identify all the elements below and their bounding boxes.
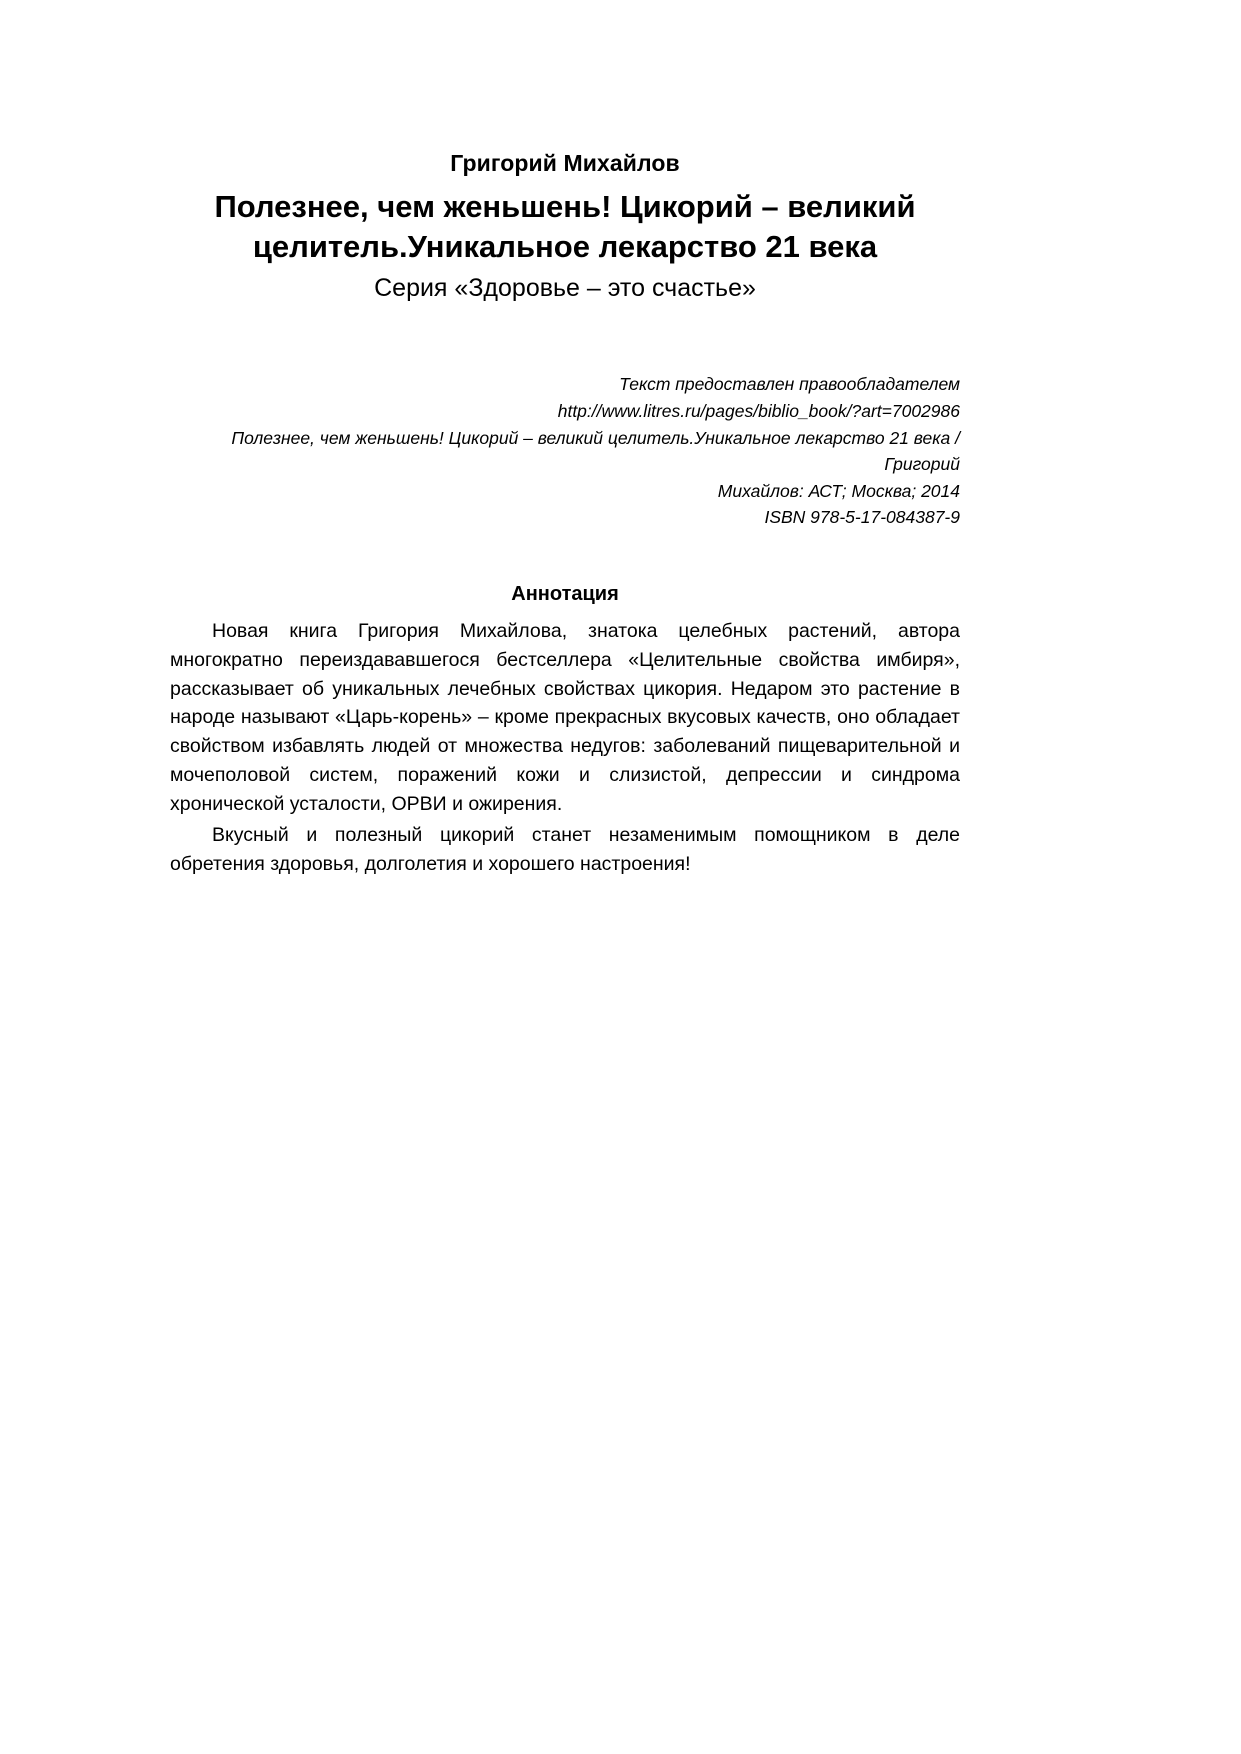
title-page-content [170,150,960,879]
annotation-paragraph: Новая книга Григория Михайлова, знатока целебных растений, автора многократно переиздававшегося бестселлера «Целительные свойства имбиря», рассказывает об уникальных лечебных свойствах цикория. Недаром это растение в народе называют «Царь-корень» – кроме прекрасных вкусовых качеств, оно обладает свойством избавлять людей от множества недугов: заболеваний пищеварительной и мочеполовой систем, поражений кожи и слизистой, депрессии и синдрома хронической усталости, ОРВИ и ожирения. [170,619,960,816]
annotation-heading: Аннотация [511,582,619,605]
annotation-body [170,617,960,879]
imprint-citation-line-2: Михайлов: АСТ; Москва; 2014 [717,480,960,501]
imprint-block [170,371,960,531]
imprint-source-url: http://www.litres.ru/pages/biblio_book/?art=7002986 [557,400,960,421]
imprint-rights-line: Текст предоставлен правообладателем [619,374,960,395]
series-name: Серия «Здоровье – это счастье» [374,274,756,303]
imprint-isbn: ISBN 978-5-17-084387-9 [764,507,960,528]
author-name: Григорий Михайлов [450,150,680,176]
annotation-paragraph: Вкусный и полезный цикорий станет незаменимым помощником в деле обретения здоровья, долголетия и хорошего настроения! [170,823,960,875]
imprint-citation-line-1: Полезнее, чем женьшень! Цикорий – великий целитель.Уникальное лекарство 21 века / Григорий [231,427,960,475]
book-title: Полезнее, чем женьшень! Цикорий – великий целитель.Уникальное лекарство 21 века [214,189,916,264]
